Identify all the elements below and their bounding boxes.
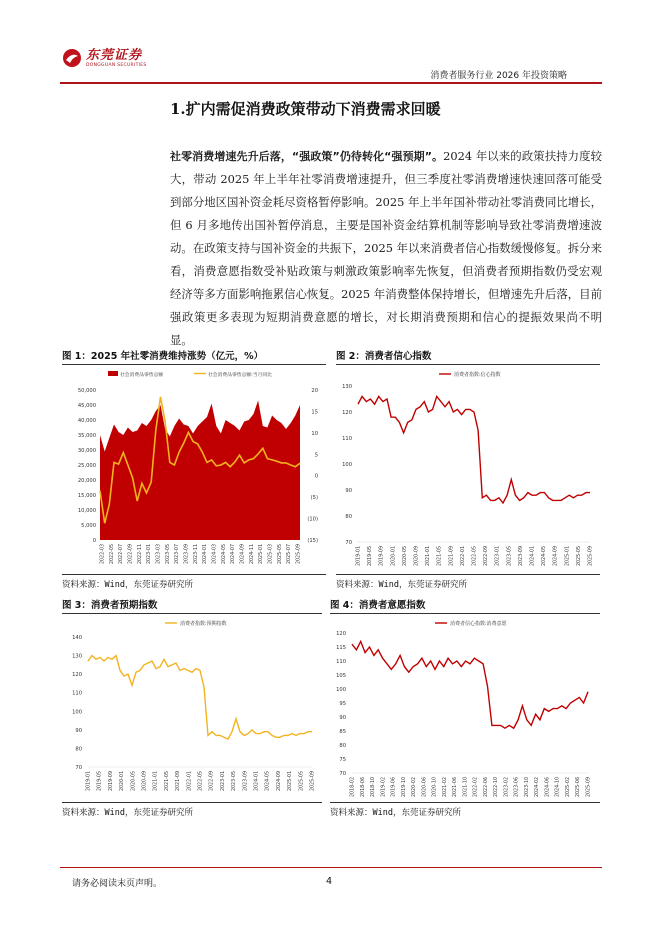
chart3-x-tick-label: 2025-09 <box>310 771 316 792</box>
chart1-left-y-tick-label: 45,000 <box>77 403 96 409</box>
chart2-y-tick-label: 130 <box>342 384 352 390</box>
chart2-x-tick-label: 2023-01 <box>495 546 501 567</box>
figure-3-title: 图 3：消费者预期指数 <box>62 600 158 611</box>
chart4-x-tick-label: 2022-10 <box>494 777 500 798</box>
chart1-x-tick-label: 2022-03 <box>100 544 106 565</box>
chart3-x-tick-label: 2025-01 <box>288 771 294 792</box>
chart1-x-tick-label: 2024-11 <box>249 544 255 565</box>
chart3-series-line <box>88 656 312 740</box>
figure-2-title: 图 2：消费者信心指数 <box>336 351 432 362</box>
chart2-x-tick-label: 2019-01 <box>356 546 362 567</box>
logo-name-cn: 东莞证券 <box>86 47 143 63</box>
chart2-y-tick-label: 80 <box>345 514 352 520</box>
body-paragraph <box>170 145 602 352</box>
chart4-y-tick-label: 85 <box>339 729 346 735</box>
chart3-x-tick-label: 2020-05 <box>131 771 137 792</box>
chart3-y-tick-label: 130 <box>72 653 82 660</box>
chart2-series-line <box>358 396 590 503</box>
chart3-y-tick-label: 140 <box>72 635 82 641</box>
chart4-y-tick-label: 90 <box>339 715 346 721</box>
chart2-y-tick-label: 110 <box>342 436 352 442</box>
chart1-x-tick-label: 2024-03 <box>212 544 218 565</box>
chart3-x-tick-label: 2024-05 <box>265 771 271 792</box>
chart1-x-tick-label: 2023-11 <box>193 544 199 565</box>
chart1-legend-swatch-area <box>108 371 118 376</box>
chart2-y-tick-label: 120 <box>342 410 352 416</box>
chart1-left-y-tick-label: 25,000 <box>77 463 96 469</box>
chart3-legend-label: 消费者指数:预期指数 <box>180 621 227 627</box>
figure-3-source: 资料来源：Wind，东莞证券研究所 <box>62 808 193 818</box>
chart2-x-tick-label: 2022-01 <box>460 546 466 567</box>
chart4-x-tick-label: 2021-06 <box>453 777 459 798</box>
chart2-x-tick-label: 2020-09 <box>414 546 420 567</box>
paragraph-lead: 社零消费增速先升后落，“强政策”仍待转化“强预期”。 <box>170 150 444 163</box>
figure-4-source: 资料来源：Wind，东莞证券研究所 <box>330 808 461 818</box>
chart3-x-tick-label: 2023-05 <box>232 771 238 792</box>
chart1-right-y-tick-label: 5 <box>314 452 318 459</box>
chart4-x-tick-label: 2023-06 <box>514 777 520 798</box>
chart2-y-tick-label: 90 <box>345 488 352 494</box>
chart4-x-tick-label: 2022-02 <box>473 777 479 798</box>
chart1-left-y-tick-label: 15,000 <box>77 493 96 499</box>
chart2-x-tick-label: 2025-09 <box>588 546 594 567</box>
chart1-legend-label-area: 社会消费品零售总额 <box>120 373 164 378</box>
chart1-x-tick-label: 2023-07 <box>175 544 181 565</box>
chart3-x-tick-label: 2024-09 <box>276 771 282 792</box>
chart4-y-tick-label: 120 <box>336 631 346 637</box>
chart1-legend-label-line: 社会消费品零售总额:当月同比 <box>208 373 272 378</box>
chart4-y-tick-label: 100 <box>336 687 346 693</box>
chart1-left-y-tick-label: 35,000 <box>77 433 96 439</box>
chart3-x-tick-label: 2023-01 <box>220 771 226 792</box>
chart3-x-tick-label: 2021-05 <box>164 771 170 792</box>
chart3-y-tick-label: 90 <box>75 727 82 734</box>
chart2-x-tick-label: 2023-09 <box>518 546 524 567</box>
figure-1-bottom-rule <box>62 574 326 575</box>
chart4-y-tick-label: 115 <box>336 645 346 651</box>
header-divider <box>60 82 602 84</box>
chart3-y-tick-label: 70 <box>75 765 82 771</box>
footer-disclaimer: 请务必阅读末页声明。 <box>72 879 163 889</box>
chart3-y-tick-label: 110 <box>72 690 82 697</box>
chart2-x-tick-label: 2025-05 <box>576 546 582 567</box>
chart1-x-tick-label: 2025-03 <box>268 544 274 565</box>
chart4-x-tick-label: 2020-10 <box>432 777 438 798</box>
figure-2-source: 资料来源：Wind，东莞证券研究所 <box>336 580 467 590</box>
chart1-x-tick-label: 2024-07 <box>231 544 237 565</box>
chart3-x-tick-label: 2024-01 <box>254 771 260 792</box>
chart1-left-y-tick-label: 10,000 <box>77 508 96 514</box>
figure-4-title: 图 4：消费者意愿指数 <box>330 600 426 611</box>
chart1-x-tick-label: 2022-07 <box>119 544 125 565</box>
chart-consumer-willingness <box>330 615 600 801</box>
chart1-right-y-tick-label: 0 <box>314 473 318 480</box>
chart3-x-tick-label: 2019-05 <box>97 771 103 792</box>
chart4-x-tick-label: 2023-10 <box>524 777 530 798</box>
chart1-x-tick-label: 2022-05 <box>109 544 115 565</box>
chart1-x-tick-label: 2023-03 <box>156 544 162 565</box>
chart4-y-tick-label: 70 <box>339 771 346 777</box>
chart3-x-tick-label: 2022-09 <box>209 771 215 792</box>
chart1-left-y-tick-label: 0 <box>92 538 96 544</box>
chart2-x-tick-label: 2023-05 <box>507 546 513 567</box>
chart1-left-y-tick-label: 30,000 <box>77 448 96 454</box>
chart3-x-tick-label: 2021-09 <box>176 771 182 792</box>
chart4-y-tick-label: 110 <box>336 659 346 665</box>
chart2-x-tick-label: 2019-09 <box>379 546 385 567</box>
chart4-x-tick-label: 2021-10 <box>463 777 469 798</box>
chart3-x-tick-label: 2023-09 <box>243 771 249 792</box>
section-title: 1.扩内需促消费政策带动下消费需求回暖 <box>170 100 441 118</box>
chart1-right-y-tick-label: (15) <box>307 538 318 544</box>
chart4-x-tick-label: 2020-06 <box>422 777 428 798</box>
chart1-left-y-tick-label: 5,000 <box>81 523 96 529</box>
chart1-right-y-tick-label: 20 <box>311 388 318 394</box>
chart2-x-tick-label: 2022-09 <box>484 546 490 567</box>
chart4-x-tick-label: 2018-02 <box>350 777 356 798</box>
chart-consumer-confidence <box>336 366 600 572</box>
chart4-x-tick-label: 2019-10 <box>401 777 407 798</box>
paragraph-body: 2024 年以来的政策扶持力度较大，带动 2025 年上半年社零消费增速提升，但三季度社零消费增速快速回落可能受到部分地区国补资金耗尽资格暂停影响。2025 年上半年国补带动社零消费同比增长，但 6 月多地传出国补暂停消息，主要是国补资金结算机制等影响导致社零消费增速波动。在政策支持与国补资金的共振下，2025 年以来消费者信心指数缓慢修复。拆分来看，消费意愿指数受补贴政策与刺激政策影响率先恢复，但消费者预期指数仍受宏观经济等多方面影响拖累信心恢复。2025 年消费整体保持增长，但增速先升后落，目前强政策更多表现为短期消费意愿的增长，对长期消费预期和信心的提振效果尚不明显。 <box>170 149 602 347</box>
chart4-x-tick-label: 2022-06 <box>483 777 489 798</box>
chart1-left-y-tick-label: 40,000 <box>77 418 96 424</box>
figure-4-rule <box>330 613 600 614</box>
chart4-x-tick-label: 2024-10 <box>555 777 561 798</box>
chart2-x-tick-label: 2020-01 <box>391 546 397 567</box>
figure-1-rule <box>62 364 326 365</box>
chart3-x-tick-label: 2022-05 <box>198 771 204 792</box>
chart4-x-tick-label: 2019-02 <box>381 777 387 798</box>
figure-2-bottom-rule <box>336 574 600 575</box>
chart2-y-tick-label: 100 <box>342 462 352 468</box>
chart4-x-tick-label: 2020-02 <box>412 777 418 798</box>
chart1-x-tick-label: 2024-05 <box>221 544 227 565</box>
chart1-x-tick-label: 2025-09 <box>296 544 302 565</box>
chart4-x-tick-label: 2025-09 <box>586 777 592 798</box>
chart1-x-tick-label: 2024-01 <box>203 544 209 565</box>
chart1-right-y-tick-label: 15 <box>311 409 318 416</box>
chart4-x-tick-label: 2018-10 <box>371 777 377 798</box>
chart1-x-tick-label: 2022-09 <box>128 544 134 565</box>
chart3-x-tick-label: 2020-01 <box>120 771 126 792</box>
chart4-x-tick-label: 2024-02 <box>535 777 541 798</box>
chart4-x-tick-label: 2021-02 <box>442 777 448 798</box>
chart1-right-y-tick-label: 10 <box>311 430 318 437</box>
figure-1-title: 图 1：2025 年社零消费维持涨势（亿元，%） <box>62 351 264 362</box>
figure-4-bottom-rule <box>330 802 600 803</box>
chart1-left-y-tick-label: 20,000 <box>77 478 96 484</box>
chart2-x-tick-label: 2024-09 <box>553 546 559 567</box>
chart2-x-tick-label: 2021-09 <box>449 546 455 567</box>
chart2-x-tick-label: 2019-05 <box>368 546 374 567</box>
figure-3-rule <box>62 613 322 614</box>
chart4-x-tick-label: 2023-02 <box>504 777 510 798</box>
chart1-x-tick-label: 2025-07 <box>287 544 293 565</box>
figure-3-bottom-rule <box>62 802 322 803</box>
chart3-y-tick-label: 80 <box>75 746 82 753</box>
chart4-legend-label: 消费者信心指数:消费意愿 <box>450 621 507 627</box>
chart4-y-tick-label: 80 <box>339 743 346 749</box>
chart3-x-tick-label: 2025-05 <box>299 771 305 792</box>
chart2-x-tick-label: 2024-05 <box>542 546 548 567</box>
chart3-x-tick-label: 2020-09 <box>142 771 148 792</box>
chart1-right-y-tick-label: (10) <box>307 516 318 523</box>
logo-name-en: DONGGUAN SECURITIES <box>86 62 147 68</box>
chart2-x-tick-label: 2021-05 <box>437 546 443 567</box>
chart2-y-tick-label: 70 <box>345 540 352 546</box>
chart3-x-tick-label: 2022-01 <box>187 771 193 792</box>
page-number: 4 <box>326 876 333 887</box>
footer-divider <box>60 867 602 868</box>
chart2-x-tick-label: 2020-05 <box>402 546 408 567</box>
chart4-x-tick-label: 2024-06 <box>545 777 551 798</box>
figure-2-rule <box>336 364 600 365</box>
chart4-y-tick-label: 105 <box>336 673 346 679</box>
report-title: 消费者服务行业 2026 年投资策略 <box>430 71 567 81</box>
chart1-x-tick-label: 2023-01 <box>147 544 153 565</box>
chart-consumer-expectation <box>62 615 322 801</box>
chart2-x-tick-label: 2022-05 <box>472 546 478 567</box>
company-logo <box>62 48 147 68</box>
chart1-x-tick-label: 2025-05 <box>277 544 283 565</box>
chart2-x-tick-label: 2021-01 <box>426 546 432 567</box>
logo-emblem-icon <box>62 48 82 68</box>
chart1-x-tick-label: 2023-05 <box>165 544 171 565</box>
chart1-x-tick-label: 2025-01 <box>259 544 265 565</box>
chart4-x-tick-label: 2018-06 <box>360 777 366 798</box>
chart4-x-tick-label: 2025-06 <box>576 777 582 798</box>
chart1-x-tick-label: 2023-09 <box>184 544 190 565</box>
chart1-x-tick-label: 2022-11 <box>137 544 143 565</box>
chart4-y-tick-label: 95 <box>339 701 346 707</box>
chart-retail-sales <box>62 366 326 572</box>
chart4-x-tick-label: 2019-06 <box>391 777 397 798</box>
chart3-y-tick-label: 120 <box>72 672 82 679</box>
chart1-x-tick-label: 2024-09 <box>240 544 246 565</box>
chart3-y-tick-label: 100 <box>72 709 82 716</box>
chart3-x-tick-label: 2019-01 <box>86 771 92 792</box>
chart4-x-tick-label: 2025-02 <box>565 777 571 798</box>
chart1-left-y-tick-label: 50,000 <box>77 388 96 394</box>
chart4-series-line <box>352 641 588 728</box>
chart1-right-y-tick-label: (5) <box>310 495 318 502</box>
chart2-x-tick-label: 2025-01 <box>565 546 571 567</box>
chart2-x-tick-label: 2024-01 <box>530 546 536 567</box>
chart3-x-tick-label: 2021-01 <box>153 771 159 792</box>
chart2-legend-label: 消费者指数:信心指数 <box>454 372 501 378</box>
chart3-x-tick-label: 2019-09 <box>108 771 114 792</box>
chart4-y-tick-label: 75 <box>339 757 346 763</box>
figure-1-source: 资料来源：Wind，东莞证券研究所 <box>62 580 193 590</box>
